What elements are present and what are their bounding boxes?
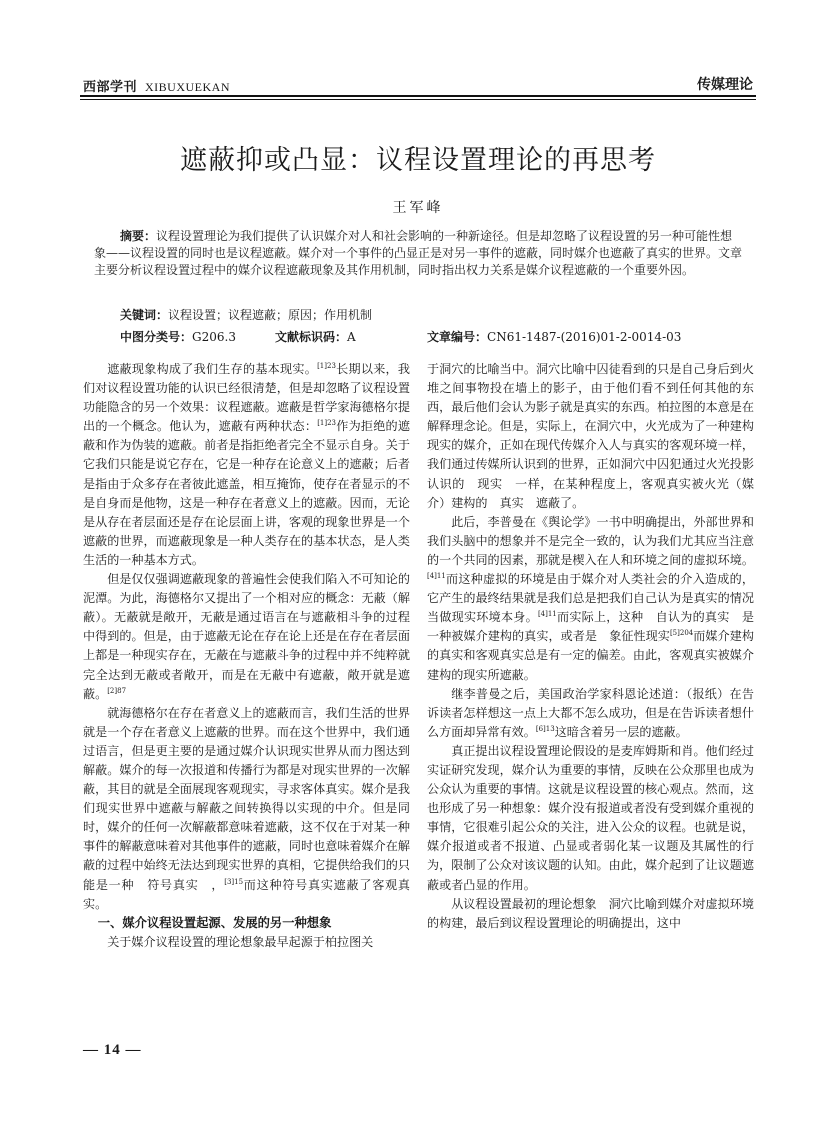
keywords-text: 议程设置；议程遮蔽；原因；作用机制 <box>168 308 373 322</box>
paragraph: 从议程设置最初的理论想象 洞穴比喻到媒介对虚拟环境的构建，最后到议程设置理论的明确提出，这中 <box>427 896 754 930</box>
articleno-value: CN61-1487-(2016)01-2-0014-03 <box>487 330 682 344</box>
section-label: 传媒理论 <box>697 77 753 93</box>
paragraph: 关于媒介议程设置的理论想象最早起源于柏拉图关 <box>107 934 374 949</box>
journal-name-cn: 西部学刊 <box>83 80 138 95</box>
header-rule <box>80 95 756 97</box>
paragraph: 就海德格尔在存在者意义上的遮蔽而言，我们生活的世界就是一个存在者意义上遮蔽的世界。而在这个世界中，我们通过语言，但是更主要的是通过媒介认识现实世界从而力图达到解蔽。媒介的每一次报道和传播行为都是对现实世界的一次解蔽，其目的就是全面展现客观现实，寻求客体真实。媒介是我们现实世界中遮蔽与解蔽之间转换得以实现的中介。但是同时，媒介的任何一次解蔽都意味着遮蔽，这不仅在于对某一种事件的解蔽意味着对其他事件的遮蔽，同时也意味着媒介在解蔽的过程中始终无法达到现实世界的真相，它提供给我们的只能是一种 符号真实 ，$^{[3]15}$而这种符号真实遮蔽了客观真实。 <box>83 705 410 911</box>
clc-label: 中图分类号： <box>120 330 193 344</box>
paragraph: 但是仅仅强调遮蔽现象的普遍性会使我们陷入不可知论的泥潭。为此，海德格尔又提出了一个相对应的概念：无蔽（解蔽）。无蔽就是敞开，无蔽是通过语言在与遮蔽相斗争的过程中得到的。但是，由于遮蔽无论在存在论上还是在存在者层面上都是一种现实存在，无蔽在与遮蔽斗争的过程中并不纯粹就完全达到无蔽或者敞开，而是在无蔽中有遮蔽，敞开就是遮蔽。$^{[2]87}$ <box>83 572 410 701</box>
page-number: — 14 — <box>83 1042 142 1058</box>
header-rule-thin <box>80 99 756 100</box>
articleno-label: 文章编号： <box>427 330 488 344</box>
doccode-label: 文献标识码： <box>275 330 348 344</box>
article-number <box>427 329 681 345</box>
paragraph: 此后，李普曼在《舆论学》一书中明确提出，外部世界和我们头脑中的想象并不是完全一致的，认为我们尤其应当注意的一个共同的因素，那就是楔入在人和环境之间的虚拟环境。$^{[4]11}$而这种虚拟的环境是由于媒介对人类社会的介入造成的，它产生的最终结果就是我们总是把我们自己认为是真实的情况当做现实环境本身。$^{[4]11}$而实际上，这种 自认为的真实 是一种被媒介建构的真实，或者是 象征性现实$^{[5]204}$而媒介建构的真实和客观真实总是有一定的偏差。由此，客观真实被媒介建构的现实所遮蔽。 <box>427 514 754 682</box>
keywords <box>120 307 740 323</box>
keywords-label: 关键词： <box>120 308 169 322</box>
body-column-left <box>83 360 410 952</box>
citation: [1]23 <box>317 362 336 370</box>
clc-number <box>120 329 236 345</box>
abstract-label: 摘要： <box>120 229 157 243</box>
citation: [2]87 <box>107 686 127 695</box>
citation: [6]13 <box>535 724 555 733</box>
citation: [3]15 <box>224 877 244 886</box>
citation: [4]11 <box>427 572 446 581</box>
abstract-text: 议程设置理论为我们提供了认识媒介对人和社会影响的一种新途径。但是却忽略了议程设置的另一种可能性想象——议程设置的同时也是议程遮蔽。媒介对一个事件的凸显正是对另一事件的遮蔽，同时媒介也遮蔽了真实的世界。文章主要分析议程设置过程中的媒介议程遮蔽现象及其作用机制，同时指出权力关系是媒介议程遮蔽的一个重要外因。 <box>94 229 743 277</box>
document-code <box>275 329 356 345</box>
citation: [4]11 <box>537 610 557 619</box>
paragraph: 继李普曼之后，美国政治学家科恩论述道：（报纸）在告诉读者怎样想这一点上大都不怎么成功，但是在告诉读者想什么方面却异常有效。$^{[6]13}$这暗含着另一层的遮蔽。 <box>427 686 754 739</box>
paragraph: 遮蔽现象构成了我们生存的基本现实。$^{[1]23}$长期以来，我们对议程设置功能的认识已经很清楚，但是却忽略了议程设置功能隐含的另一个效果：议程遮蔽。遮蔽是哲学家海德格尔提出的一个概念。他认为，遮蔽有两种状态：$^{[1]23}$作为拒绝的遮蔽和作为伪装的遮蔽。前者是指拒绝者完全不显示自身。关于它我们只能是说它存在，它是一种存在论意义上的遮蔽；后者是指由于众多存在者彼此遮盖，相互掩饰，使存在者显示的不是自身而是他物，这是一种存在者意义上的遮蔽。因而，无论是从存在者层面还是存在论层面上讲，客观的现象世界是一个遮蔽的世界，而遮蔽现象是一种人类存在的基本状态，是人类生活的一种基本方式。 <box>83 362 410 567</box>
article-author: 王军峰 <box>392 200 444 216</box>
journal-name <box>83 76 230 95</box>
doccode-value: A <box>347 330 356 344</box>
paragraph: 于洞穴的比喻当中。洞穴比喻中囚徒看到的只是自己身后到火堆之间事物投在墙上的影子，由于他们看不到任何其他的东西，最后他们会认为影子就是真实的东西。柏拉图的本意是在解释理念论。但是，实际上，在洞穴中，火光成为了一种建构现实的媒介，正如在现代传媒介入人与真实的客观环境一样，我们通过传媒所认识到的世界，正如洞穴中囚犯通过火光投影认识的 现实 一样，在某种程度上，客观真实被火光（媒介）建构的 真实 遮蔽了。 <box>427 362 754 510</box>
body-column-right <box>427 360 754 933</box>
abstract <box>94 228 744 278</box>
paragraph: 真正提出议程设置理论假设的是麦库姆斯和肖。他们经过实证研究发现，媒介认为重要的事情，反映在公众那里也成为公众认为重要的事情。这就是议程设置的核心观点。然而，这也形成了另一种想象：媒介没有报道或者没有受到媒介重视的事情，它很难引起公众的关注，进入公众的议程。也就是说，媒介报道或者不报道、凸显或者弱化某一议题及其属性的行为，限制了公众对该议题的认知。由此，媒介起到了让议题遮蔽或者凸显的作用。 <box>427 743 754 892</box>
citation: [1]23 <box>317 419 337 428</box>
citation: [5]204 <box>669 629 694 638</box>
article-title: 遮蔽抑或凸显：议程设置理论的再思考 <box>180 145 656 176</box>
section-heading: 一、媒介议程设置起源、发展的另一种想象 <box>97 915 332 930</box>
journal-name-latin: XIBUXUEKAN <box>145 80 231 94</box>
clc-value: G206.3 <box>192 330 236 344</box>
